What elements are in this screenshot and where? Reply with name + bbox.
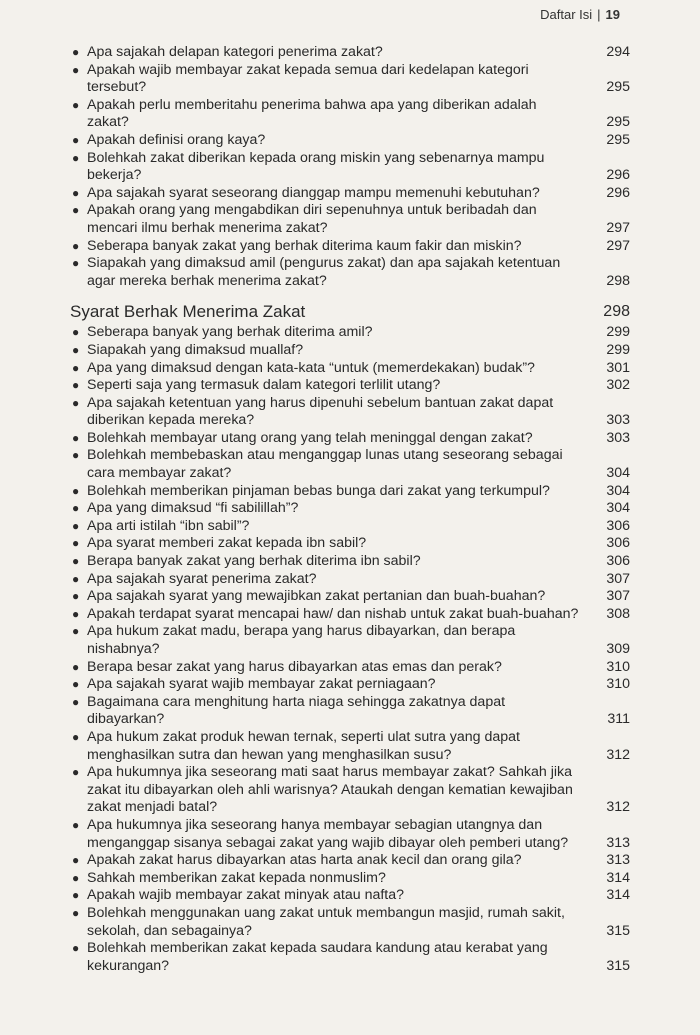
toc-entry-text: Bagaimana cara menghitung harta niaga sehingga zakatnya dapat dibayarkan? — [87, 693, 506, 728]
bullet-icon: ● — [72, 256, 80, 271]
toc-entry-page-number: 302 — [606, 377, 630, 394]
bullet-icon: ● — [72, 132, 80, 147]
bullet-icon: ● — [72, 430, 80, 445]
toc-entry[interactable] — [70, 606, 630, 624]
toc-entry[interactable] — [70, 694, 630, 729]
toc-entry-page-number: 304 — [606, 482, 630, 499]
toc-entry-page-number: 315 — [606, 922, 630, 939]
bullet-icon: ● — [72, 97, 80, 112]
bullet-icon: ● — [72, 571, 80, 586]
toc-entry[interactable] — [70, 342, 630, 360]
toc-entry-text: Seberapa banyak zakat yang berhak diterima kaum fakir dan miskin? — [87, 237, 522, 254]
bullet-icon: ● — [72, 624, 80, 639]
toc-entry[interactable] — [70, 588, 630, 606]
bullet-icon: ● — [72, 483, 80, 498]
bullet-icon: ● — [72, 325, 80, 340]
bullet-icon: ● — [72, 360, 80, 375]
toc-entry-text: Berapa besar zakat yang harus dibayarkan atas emas dan perak? — [87, 658, 502, 675]
bullet-icon: ● — [72, 606, 80, 621]
toc-entry[interactable] — [70, 887, 630, 905]
toc-group-1 — [70, 44, 630, 290]
toc-entry-text: Bolehkah menggunakan uang zakat untuk membangun masjid, rumah sakit, sekolah, dan sebagainya? — [87, 904, 565, 939]
running-header — [540, 7, 620, 22]
toc-entry[interactable] — [70, 500, 630, 518]
toc-entry-page-number: 295 — [606, 131, 630, 148]
bullet-icon: ● — [72, 185, 80, 200]
toc-group-2 — [70, 324, 630, 975]
toc-entry[interactable] — [70, 97, 630, 132]
toc-entry[interactable] — [70, 817, 630, 852]
toc-entry[interactable] — [70, 870, 630, 888]
toc-entry-page-number: 306 — [606, 535, 630, 552]
bullet-icon: ● — [72, 905, 80, 920]
header-page-number: 19 — [605, 7, 620, 22]
toc-entry-text: Apa sajakah syarat wajib membayar zakat perniagaan? — [87, 676, 436, 693]
toc-entry[interactable] — [70, 905, 630, 940]
bullet-icon: ● — [72, 694, 80, 709]
bullet-icon: ● — [72, 150, 80, 165]
section-title: Syarat Berhak Menerima Zakat — [70, 302, 306, 322]
toc-entry-text: Apakah wajib membayar zakat kepada semua dari kedelapan kategori tersebut? — [87, 61, 529, 96]
bullet-icon: ● — [72, 378, 80, 393]
toc-entry[interactable] — [70, 395, 630, 430]
header-title: Daftar Isi — [540, 7, 593, 22]
toc-entry-text: Apa arti istilah “ibn sabil”? — [87, 517, 250, 534]
bullet-icon: ● — [72, 518, 80, 533]
toc-entry-page-number: 296 — [606, 167, 630, 184]
bullet-icon: ● — [72, 342, 80, 357]
toc-entry[interactable] — [70, 447, 630, 482]
toc-entry-page-number: 297 — [606, 219, 630, 236]
toc-entry-text: Siapakah yang dimaksud muallaf? — [87, 341, 304, 358]
toc-entry-page-number: 313 — [606, 852, 630, 869]
toc-entry-text: Bolehkah memberikan zakat kepada saudara kandung atau kerabat yang kekurangan? — [87, 940, 548, 974]
toc-entry-page-number: 295 — [606, 79, 630, 96]
toc-entry-page-number: 301 — [606, 359, 630, 376]
toc-entry[interactable] — [70, 377, 630, 395]
toc-entry[interactable] — [70, 62, 630, 97]
toc-entry-page-number: 312 — [606, 799, 630, 816]
toc-entry[interactable] — [70, 852, 630, 870]
toc-entry[interactable] — [70, 518, 630, 536]
toc-entry-text: Apakah wajib membayar zakat minyak atau nafta? — [87, 887, 405, 904]
bullet-icon: ● — [72, 853, 80, 868]
toc-entry-text: Apa hukumnya jika seseorang mati saat harus membayar zakat? Sahkah jika zakat itu dibayarkan oleh ahli warisnya? Ataukah dengan kematian kewajiban zakat menjadi batal? — [87, 764, 573, 816]
toc-entry-page-number: 296 — [606, 184, 630, 201]
toc-entry-text: Siapakah yang dimaksud amil (pengurus zakat) dan apa sajakah ketentuan agar mereka berhak menerima zakat? — [87, 255, 561, 289]
toc-entry-page-number: 304 — [606, 465, 630, 482]
toc-entry[interactable] — [70, 238, 630, 256]
toc-entry-text: Apa sajakah syarat seseorang dianggap mampu memenuhi kebutuhan? — [87, 184, 540, 201]
bullet-icon: ● — [72, 941, 80, 956]
toc-entry[interactable] — [70, 150, 630, 185]
toc-entry-text: Apa syarat memberi zakat kepada ibn sabil? — [87, 535, 367, 552]
bullet-icon: ● — [72, 238, 80, 253]
toc-entry-text: Apakah definisi orang kaya? — [87, 131, 266, 148]
bullet-icon: ● — [72, 870, 80, 885]
toc-entry-text: Apa yang dimaksud dengan kata-kata “untuk (memerdekakan) budak”? — [87, 359, 535, 376]
bullet-icon: ● — [72, 765, 80, 780]
bullet-icon: ● — [72, 888, 80, 903]
toc-entry[interactable] — [70, 202, 630, 237]
toc-entry-page-number: 314 — [606, 887, 630, 904]
section-heading[interactable] — [70, 301, 630, 323]
toc-entry-text: Apa hukumnya jika seseorang hanya membayar sebagian utangnya dan menganggap sisanya sebagai zakat yang wajib dibayar oleh pemberi utang? — [87, 816, 569, 851]
bullet-icon: ● — [72, 536, 80, 551]
toc-entry-page-number: 310 — [606, 658, 630, 675]
toc-entry-text: Apakah perlu memberitahu penerima bahwa apa yang diberikan adalah zakat? — [87, 96, 537, 131]
toc-entry-text: Apa sajakah delapan kategori penerima zakat? — [87, 44, 383, 60]
toc-entry-page-number: 303 — [606, 429, 630, 446]
toc-entry-page-number: 311 — [607, 711, 630, 728]
bullet-icon: ● — [72, 729, 80, 744]
toc-entry[interactable] — [70, 483, 630, 501]
toc-entry-page-number: 294 — [606, 44, 630, 60]
toc-entry[interactable] — [70, 940, 630, 975]
toc-entry-text: Berapa banyak zakat yang berhak diterima ibn sabil? — [87, 553, 421, 570]
toc-entry-text: Bolehkah zakat diberikan kepada orang miskin yang sebenarnya mampu bekerja? — [87, 149, 545, 184]
toc-entry-page-number: 306 — [606, 553, 630, 570]
section-page-number: 298 — [603, 303, 630, 321]
toc-entry-text: Sahkah memberikan zakat kepada nonmuslim? — [87, 869, 386, 886]
toc-entry-page-number: 298 — [606, 272, 630, 289]
toc-entry-page-number: 308 — [606, 605, 630, 622]
toc-entry-page-number: 299 — [606, 341, 630, 358]
table-of-contents — [70, 44, 630, 975]
toc-entry[interactable] — [70, 430, 630, 448]
toc-entry-text: Seperti saja yang termasuk dalam kategori terlilit utang? — [87, 377, 441, 394]
toc-entry[interactable] — [70, 535, 630, 553]
toc-entry-text: Seberapa banyak yang berhak diterima amil? — [87, 324, 373, 341]
toc-entry-page-number: 310 — [606, 676, 630, 693]
toc-entry-page-number: 306 — [606, 517, 630, 534]
toc-entry-text: Apa sajakah syarat yang mewajibkan zakat pertanian dan buah-buahan? — [87, 588, 546, 605]
bullet-icon: ● — [72, 659, 80, 674]
toc-entry[interactable] — [70, 44, 630, 62]
toc-entry[interactable] — [70, 360, 630, 378]
toc-entry-page-number: 313 — [606, 834, 630, 851]
toc-entry-page-number: 315 — [606, 957, 630, 974]
bullet-icon: ● — [72, 677, 80, 692]
toc-entry[interactable] — [70, 185, 630, 203]
toc-entry[interactable] — [70, 676, 630, 694]
toc-entry-page-number: 299 — [606, 324, 630, 341]
toc-entry[interactable] — [70, 255, 630, 290]
bullet-icon: ● — [72, 62, 80, 77]
toc-entry-text: Apa yang dimaksud “fi sabilillah”? — [87, 500, 299, 517]
toc-entry-page-number: 307 — [606, 588, 630, 605]
bullet-icon: ● — [72, 395, 80, 410]
toc-entry-text: Apa hukum zakat madu, berapa yang harus dibayarkan, dan berapa nishabnya? — [87, 623, 516, 657]
toc-entry[interactable] — [70, 729, 630, 764]
toc-entry[interactable] — [70, 659, 630, 677]
toc-entry[interactable] — [70, 553, 630, 571]
bullet-icon: ● — [72, 45, 80, 59]
toc-entry-text: Bolehkah membebaskan atau menganggap lunas utang seseorang sebagai cara membayar zakat? — [87, 447, 563, 482]
toc-entry-page-number: 312 — [606, 746, 630, 763]
toc-entry[interactable] — [70, 132, 630, 150]
toc-entry-text: Bolehkah membayar utang orang yang telah meninggal dengan zakat? — [87, 429, 533, 446]
toc-entry-text: Apakah terdapat syarat mencapai haw/ dan nishab untuk zakat buah-buahan? — [87, 605, 579, 622]
toc-entry-text: Bolehkah memberikan pinjaman bebas bunga dari zakat yang terkumpul? — [87, 482, 550, 499]
bullet-icon: ● — [72, 501, 80, 516]
bullet-icon: ● — [72, 448, 80, 463]
toc-entry[interactable] — [70, 623, 630, 658]
bullet-icon: ● — [72, 554, 80, 569]
toc-entry-page-number: 303 — [606, 412, 630, 429]
bullet-icon: ● — [72, 203, 80, 218]
toc-entry-page-number: 297 — [606, 237, 630, 254]
toc-entry-page-number: 307 — [606, 570, 630, 587]
toc-entry-text: Apakah orang yang mengabdikan diri sepenuhnya untuk beribadah dan mencari ilmu berhak menerima zakat? — [87, 202, 537, 236]
bullet-icon: ● — [72, 589, 80, 604]
toc-entry-page-number: 304 — [606, 500, 630, 517]
toc-entry-page-number: 314 — [606, 869, 630, 886]
toc-entry[interactable] — [70, 324, 630, 342]
toc-entry[interactable] — [70, 571, 630, 589]
toc-entry-text: Apa sajakah syarat penerima zakat? — [87, 570, 317, 587]
bullet-icon: ● — [72, 817, 80, 832]
toc-entry-text: Apakah zakat harus dibayarkan atas harta anak kecil dan orang gila? — [87, 852, 522, 869]
toc-entry[interactable] — [70, 764, 630, 817]
toc-entry-page-number: 309 — [606, 641, 630, 657]
toc-entry-text: Apa sajakah ketentuan yang harus dipenuhi sebelum bantuan zakat dapat diberikan kepada mereka? — [87, 394, 554, 429]
toc-entry-page-number: 295 — [606, 114, 630, 131]
toc-entry-text: Apa hukum zakat produk hewan ternak, seperti ulat sutra yang dapat menghasilkan sutra dan hewan yang menghasilkan susu? — [87, 728, 520, 763]
header-separator: | — [597, 7, 601, 22]
